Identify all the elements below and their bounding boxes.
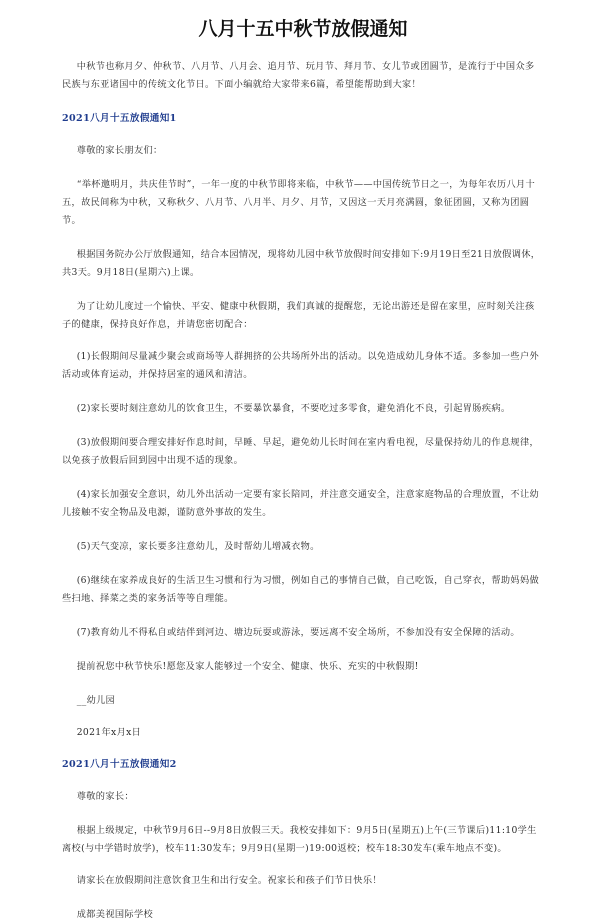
notice-1-item: (2)家长要时刻注意幼儿的饮食卫生，不要暴饮暴食，不要吃过多零食，避免消化不良，引起胃肠疾病。 xyxy=(76,403,511,414)
notice-1-item: (1)长假期间尽量减少聚会或商场等人群拥挤的公共场所外出的活动。以免造成幼儿身体不适。多参加一些户外活动或体育运动，并保持居室的通风和清洁。 xyxy=(62,351,540,380)
page-title: 八月十五中秋节放假通知 xyxy=(198,18,408,40)
notice-1-paragraph-1: “举杯邀明月，共庆佳节时”，一年一度的中秋节即将来临，中秋节——中国传统节日之一，为每年农历八月十五，故民间称为中秋，又称秋夕、八月节、八月半、月夕、月节，又因这一天月亮满圆，象征团圆，又称为团圆节。 xyxy=(62,179,536,226)
notice-1-paragraph-2: 根据国务院办公厅放假通知，结合本园情况，现将幼儿园中秋节放假时间安排如下:9月19日至21日放假调休，共3天。9月18日(星期六)上课。 xyxy=(62,249,541,278)
notice-2-heading: 2021八月十五放假通知2 xyxy=(62,759,177,770)
notice-1-date: 2021年x月x日 xyxy=(76,727,142,738)
intro-paragraph: 中秋节也称月夕、仲秋节、八月节、八月会、追月节、玩月节、拜月节、女儿节或团圆节，是流行于中国众多民族与东亚诸国中的传统文化节日。下面小编就给大家带来6篇，希望能帮助到大家！ xyxy=(62,61,535,90)
notice-1-heading: 2021八月十五放假通知1 xyxy=(62,113,177,124)
notice-1-signer: __幼儿园 xyxy=(76,695,116,706)
notice-1-item: (4)家长加强安全意识，幼儿外出活动一定要有家长陪同，并注意交通安全，注意家庭物品的合理放置，不让幼儿接触不安全物品及电源，谨防意外事故的发生。 xyxy=(62,489,540,518)
notice-2-greeting: 尊敬的家长： xyxy=(76,791,134,802)
notice-1-closing: 提前祝您中秋节快乐!愿您及家人能够过一个安全、健康、快乐、充实的中秋假期! xyxy=(76,661,419,672)
notice-1-item: (5)天气变凉，家长要多注意幼儿，及时帮幼儿增减衣物。 xyxy=(76,541,320,552)
notice-2-paragraph-2: 请家长在放假期间注意饮食卫生和出行安全。祝家长和孩子们节日快乐！ xyxy=(76,875,382,886)
notice-1-item: (7)教育幼儿不得私自或结伴到河边、塘边玩耍或游泳，要远离不安全场所，不参加没有安全保障的活动。 xyxy=(76,627,520,638)
notice-2-signer: 成都美视国际学校 xyxy=(76,909,154,920)
notice-1-item: (6)继续在家养成良好的生活卫生习惯和行为习惯，例如自己的事情自己做，自己吃饭，自己穿衣，帮助妈妈做些扫地、择菜之类的家务活等等自理能。 xyxy=(62,575,540,604)
notice-1-item: (3)放假期间要合理安排好作息时间，早睡、早起，避免幼儿长时间在室内看电视，尽量保持幼儿的作息规律，以免孩子放假后回到园中出现不适的现象。 xyxy=(62,437,540,466)
notice-1-greeting: 尊敬的家长朋友们： xyxy=(76,145,163,156)
notice-2-paragraph-1: 根据上级规定，中秋节9月6日--9月8日放假三天。我校安排如下：9月5日(星期五)上午(三节课后)11:10学生离校(与中学错时放学)，校车11:30发车；9月9日(星期一)19:00返校；校车18:30发车(乘车地点不变)。 xyxy=(62,825,537,854)
notice-1-paragraph-3: 为了让幼儿度过一个愉快、平安、健康中秋假期，我们真诚的提醒您，无论出游还是留在家里，应时刻关注孩子的健康，保持良好作息，并请您密切配合： xyxy=(62,301,535,330)
